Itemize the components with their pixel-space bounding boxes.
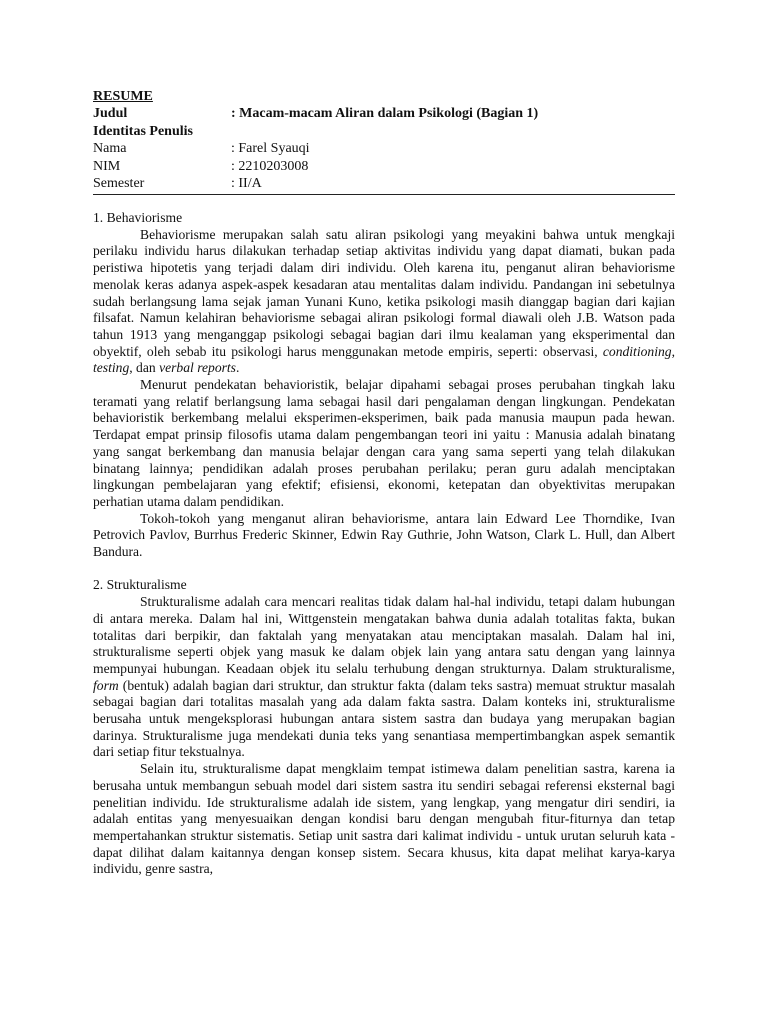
section-heading-strukturalisme: 2. Strukturalisme xyxy=(93,577,187,593)
nim-row xyxy=(93,158,677,175)
spacer xyxy=(93,561,675,578)
judul-value: : Macam-macam Aliran dalam Psikologi (Bagian 1) xyxy=(231,106,539,122)
paragraph: Selain itu, strukturalisme dapat mengklaim tempat istimewa dalam penelitian sastra, karena ia berusaha untuk membangun sebuah model dari sistem sastra itu sendiri sebagai referensi eksternal bagi penelitian individu. Ide strukturalisme adalah ide sistem, yang lengkap, yang mengatur diri sendiri, ia adalah entitas yang menyesuaikan dengan kondisi baru dengan mengubah fitur-fiturnya dan tetap mempertahankan struktur sistematis. Setiap unit sastra dari kalimat individu - untuk urutan seluruh kata - dapat dilihat dalam kaitannya dengan konsep sistem. Secara khusus, kita dapat melihat karya-karya individu, genre sastra, xyxy=(93,761,675,877)
judul-label: Judul xyxy=(93,106,128,122)
semester-label: Semester xyxy=(93,175,145,191)
nama-label: Nama xyxy=(93,141,127,157)
nama-row xyxy=(93,140,677,157)
judul-row xyxy=(93,105,677,122)
semester-row xyxy=(93,175,677,192)
header-divider xyxy=(93,194,675,195)
resume-header xyxy=(93,88,677,192)
nim-label: NIM xyxy=(93,158,121,174)
document-body xyxy=(93,210,675,878)
paragraph: Behaviorisme merupakan salah satu aliran psikologi yang meyakini bahwa untuk mengkaji perilaku individu harus dilakukan terhadap setiap aktivitas individu yang dapat diamati, bukan pada peristiwa hipotetis yang terjadi dalam diri individu. Oleh karena itu, penganut aliran behaviorisme menolak keras adanya aspek-aspek kesadaran atau mentalitas dalam individu. Pandangan ini sebetulnya sudah berlangsung lama sejak jaman Yunani Kuno, ketika psikologi masih dianggap bagian dari kajian filsafat. Namun kelahiran behaviorisme sebagai aliran psikologi formal diawali oleh J.B. Watson pada tahun 1913 yang menganggap psikologi sebagai bagian dari ilmu kealaman yang eksperimental dan obyektif, oleh sebab itu psikologi harus menggunakan metode empiris, seperti: observasi, conditioning, testing, dan verbal reports. xyxy=(93,226,675,376)
nim-value: : 2210203008 xyxy=(231,158,309,174)
identitas-label: Identitas Penulis xyxy=(93,123,193,139)
resume-title: RESUME xyxy=(93,89,153,104)
paragraph: Strukturalisme adalah cara mencari realitas tidak dalam hal-hal individu, tetapi dalam hubungan di antara mereka. Dalam hal ini, Wittgenstein mengatakan bahwa dunia adalah totalitas fakta, bukan totalitas dari berpikir, dan faktalah yang menyatakan atau menciptakan masalah. Dalam hal ini, strukturalisme seperti objek yang masuk ke dalam objek lain yang antara satu dengan yang lainnya mempunyai hubungan. Keadaan objek itu selalu terhubung dengan strukturnya. Dalam strukturalisme, form (bentuk) adalah bagian dari struktur, dan struktur fakta (dalam teks sastra) memuat struktur masalah sebagai bagian dari totalitas masalah yang ada dalam fakta sastra. Dalam konteks ini, strukturalisme berusaha untuk mengeksplorasi hubungan antara sistem sastra dan budaya yang merupakan bagian darinya. Strukturalisme juga mendekati dunia teks yang senantiasa mempertimbangkan aspek semantik dari setiap fitur tekstualnya. xyxy=(93,594,675,760)
paragraph: Menurut pendekatan behavioristik, belajar dipahami sebagai proses perubahan tingkah laku teramati yang relatif berlangsung lama sebagai hasil dari pengalaman dengan lingkungan. Pendekatan behavioristik berkembang melalui eksperimen-eksperimen, baik pada manusia maupun pada hewan. Terdapat empat prinsip filosofis utama dalam pengembangan teori ini yaitu : Manusia adalah binatang yang sangat berkembang dan manusia belajar dengan cara yang sama seperti yang telah dilakukan binatang lainnya; pendidikan adalah proses perubahan perilaku; peran guru adalah menciptakan lingkungan pembelajaran yang efektif; efisiensi, ekonomi, ketepatan dan obyektivitas merupakan perhatian utama dalam pendidikan. xyxy=(93,377,675,509)
section-heading-behaviorisme: 1. Behaviorisme xyxy=(93,210,183,225)
paragraph: Tokoh-tokoh yang menganut aliran behaviorisme, antara lain Edward Lee Thorndike, Ivan Petrovich Pavlov, Burrhus Frederic Skinner, Edwin Ray Guthrie, John Watson, Clark L. Hull, dan Albert Bandura. xyxy=(93,510,675,560)
nama-value: : Farel Syauqi xyxy=(231,141,310,157)
semester-value: : II/A xyxy=(231,175,262,191)
identitas-row xyxy=(93,123,677,140)
